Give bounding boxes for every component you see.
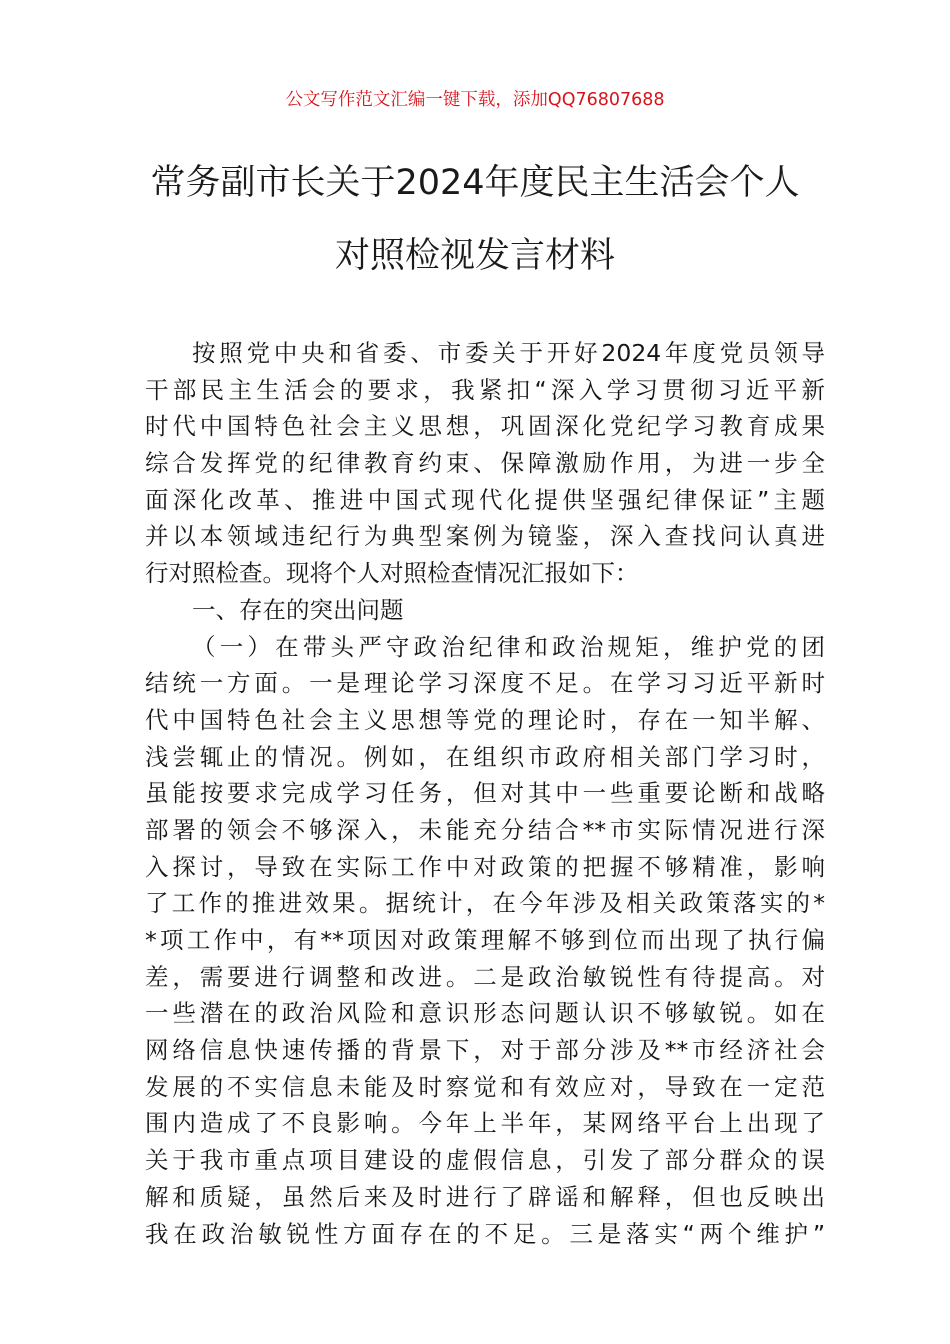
body-line: 代中国特色社会主义思想等党的理论时，存在一知半解、: [145, 705, 825, 734]
body-line: 行对照检查。现将个人对照检查情况汇报如下：: [145, 559, 639, 588]
body-line: 结统一方面。一是理论学习深度不足。在学习习近平新时: [145, 669, 825, 698]
document-title-line-2: 对照检视发言材料: [334, 236, 615, 276]
document-title-line-1: 常务副市长关于2024年度民主生活会个人: [150, 163, 800, 203]
body-line: 发展的不实信息未能及时察觉和有效应对，导致在一定范: [145, 1072, 825, 1101]
document-body: [145, 335, 825, 1252]
body-line: 入探讨，导致在实际工作中对政策的把握不够精准，影响: [145, 852, 825, 881]
section-heading: 一、存在的突出问题: [192, 595, 404, 624]
body-line: 围内造成了不良影响。今年上半年，某网络平台上出现了: [145, 1109, 825, 1138]
body-line: 综合发挥党的纪律教育约束、保障激励作用，为进一步全: [145, 449, 825, 478]
download-banner: 公文写作范文汇编一键下载，添加QQ76807688: [285, 90, 665, 110]
body-line: 按照党中央和省委、市委关于开好2024年度党员领导: [192, 339, 825, 367]
body-line: 关于我市重点项目建设的虚假信息，引发了部分群众的误: [145, 1146, 825, 1175]
body-line: *项工作中，有**项因对政策理解不够到位而出现了执行偏: [145, 926, 825, 954]
body-line: 网络信息快速传播的背景下，对于部分涉及**市经济社会: [145, 1036, 825, 1065]
body-line: 虽能按要求完成学习任务，但对其中一些重要论断和战略: [145, 779, 825, 808]
body-line: 解和质疑，虽然后来及时进行了辟谣和解释，但也反映出: [145, 1182, 825, 1211]
body-line: 一些潜在的政治风险和意识形态问题认识不够敏锐。如在: [145, 999, 825, 1028]
body-line: 部署的领会不够深入，未能充分结合**市实际情况进行深: [145, 815, 825, 844]
body-line: 时代中国特色社会主义思想，巩固深化党纪学习教育成果: [145, 412, 825, 441]
body-line: 差，需要进行调整和改进。二是政治敏锐性有待提高。对: [145, 962, 825, 991]
body-line: 干部民主生活会的要求，我紧扣“深入学习贯彻习近平新: [145, 375, 825, 404]
body-line: 我在政治敏锐性方面存在的不足。三是落实“两个维护”: [145, 1219, 825, 1248]
body-line: 浅尝辄止的情况。例如，在组织市政府相关部门学习时，: [145, 742, 825, 771]
body-line: （一）在带头严守政治纪律和政治规矩，维护党的团: [192, 632, 825, 661]
body-line: 了工作的推进效果。据统计，在今年涉及相关政策落实的*: [145, 889, 825, 918]
body-line: 面深化改革、推进中国式现代化提供坚强纪律保证”主题: [145, 485, 825, 514]
body-line: 并以本领域违纪行为典型案例为镜鉴，深入查找问认真进: [145, 522, 825, 551]
